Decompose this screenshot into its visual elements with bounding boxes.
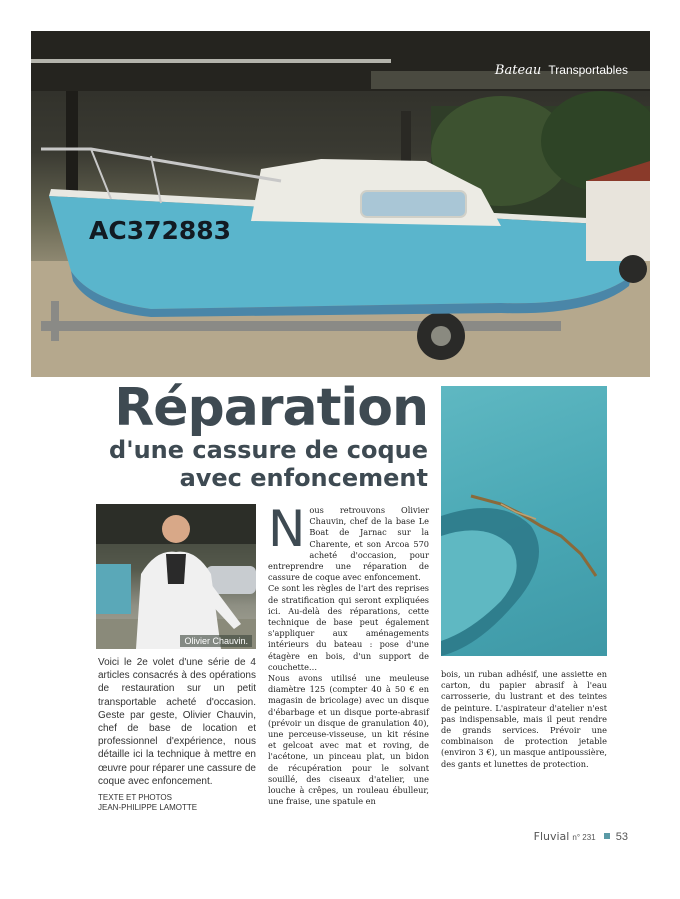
page-footer (534, 830, 628, 843)
footer-square-icon (604, 833, 610, 839)
crack-photo (441, 386, 607, 656)
crack-illustration (441, 386, 607, 656)
page-number: 53 (615, 831, 628, 843)
magazine-name: Fluvial (533, 830, 570, 843)
portrait-illustration (96, 504, 256, 649)
dropcap: N (268, 500, 306, 558)
title-sub-2: avec enfoncement (179, 464, 428, 492)
body-paragraph-1: ous retrouvons Olivier Chauvin, chef de la base Le Boat de Jarnac sur la Charente, et son Arcoa 570 acheté d'occasion, pour entreprendre une réparation de cassure de coque avec enfoncement. (268, 505, 429, 583)
portrait-caption: Olivier Chauvin. (180, 635, 252, 647)
body-paragraph-3: Nous avons utilisé une meuleuse diamètre 125 (compter 40 à 50 € en magasin de bricolage) avec un disque d'ébarbage et un disque porte-abrasif (prévoir un disque de granulation 40), une perceuse-visseuse, un kit résine et gelcoat avec mat et roving, de l'acétone, un pinceau plat, un bidon de récupération pour le solvant souillé, des ciseaux d'atelier, une louche à crêpes, un rouleau ébulleur, une fraise, une spatule en (268, 673, 429, 807)
rubric-category: Transportables (548, 63, 628, 77)
article-title (109, 380, 428, 492)
boat-illustration (31, 31, 650, 377)
rubric-section: Bateau (494, 63, 542, 78)
credit-author: JEAN-PHILIPPE LAMOTTE (98, 803, 198, 812)
rubric (495, 63, 628, 78)
title-sub-1: d'une cassure de coque (109, 436, 428, 464)
hero-photo (31, 31, 650, 377)
issue-number: n° 231 (572, 833, 596, 842)
credit (98, 793, 256, 813)
intro-text: Voici le 2e volet d'une série de 4 articles consacrés à des opérations de restauration sur un petit transportable acheté d'occasion. Geste par geste, Olivier Chauvin, chef de base de location et professionnel d'expérience, nous détaille ici la technique à mettre en œuvre pour réparer une cassure de coque avec enfoncement. (98, 657, 256, 787)
title-main: Réparation (114, 378, 428, 438)
body-paragraph-2: Ce sont les règles de l'art des reprises de stratification qui seront expliquées ici. Au-delà des réparations, cette technique de base peut également s'appliquer aux aménagements intérieurs du bateau : pose d'une étagère en bois, d'un support de couchette… (268, 583, 429, 672)
portrait-photo (96, 504, 256, 649)
credit-label: TEXTE ET PHOTOS (98, 793, 172, 802)
body-column-1 (268, 500, 429, 807)
body-column-2: bois, un ruban adhésif, une assiette en carton, du papier abrasif à l'eau carrosserie, du lustrant et des teintes de peinture. L'aspirateur d'atelier n'est pas indispensable, mais il peut rendre de grands services. Prévoir une combinaison de protection jetable (environ 3 €), un masque antipoussière, des gants et lunettes de protection. (441, 669, 607, 769)
hull-registration: AC372883 (89, 216, 232, 245)
